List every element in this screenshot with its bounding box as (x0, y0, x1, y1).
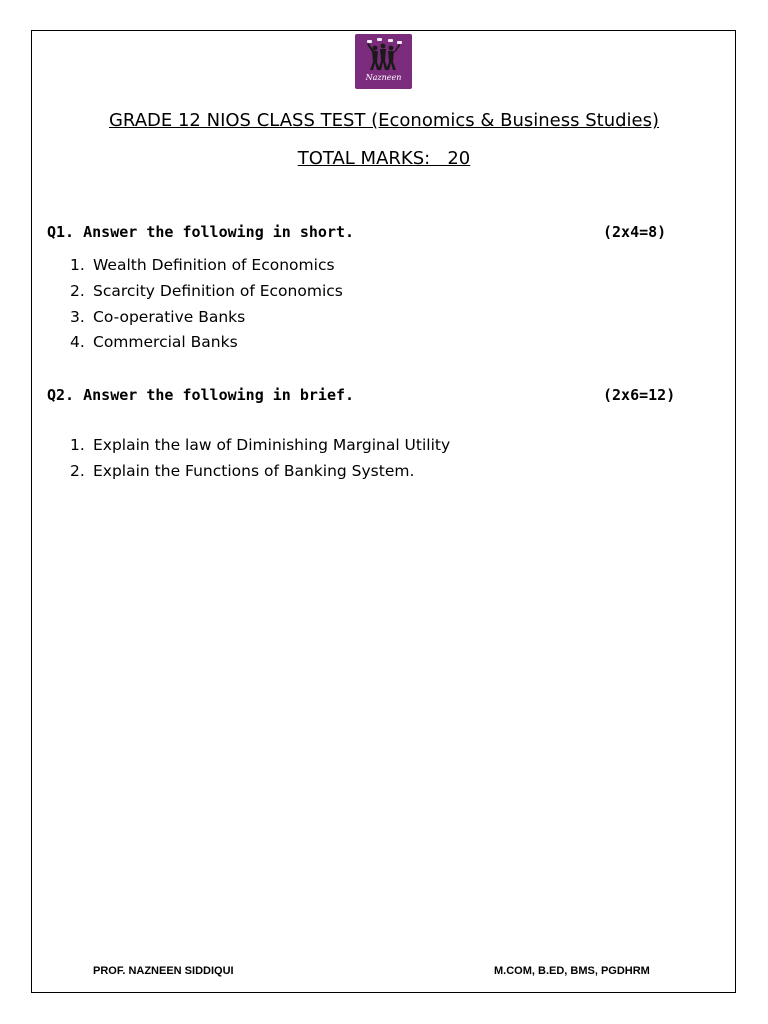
item-text: Wealth Definition of Economics (93, 256, 335, 274)
item-number: 2. (70, 281, 85, 300)
footer-author: PROF. NAZNEEN SIDDIQUI (93, 965, 234, 977)
item-number: 3. (70, 307, 85, 326)
page-border (31, 30, 736, 993)
question-2-marks: (2x6=12) (603, 386, 676, 404)
logo (355, 34, 412, 89)
question-2-text: Q2. Answer the following in brief. (47, 386, 355, 404)
item-text: Commercial Banks (93, 333, 238, 352)
logo-graphic (355, 34, 412, 89)
item-text: Explain the law of Diminishing Marginal Utility (93, 436, 451, 454)
question-1-marks: (2x4=8) (603, 223, 667, 241)
item-number: 1. (70, 256, 85, 274)
list-item (70, 330, 343, 356)
test-title: GRADE 12 NIOS CLASS TEST (Economics & Business Studies) (108, 110, 660, 131)
footer-qualifications: M.COM, B.ED, BMS, PGDHRM (494, 965, 650, 977)
question-2-heading (47, 386, 687, 404)
list-item (70, 305, 343, 331)
list-item (70, 253, 343, 279)
question-1-list (70, 253, 343, 356)
item-number: 4. (70, 333, 85, 352)
list-item (70, 433, 450, 459)
question-1-text: Q1. Answer the following in short. (47, 223, 355, 241)
question-1-heading (47, 223, 687, 241)
item-text: Co-operative Banks (93, 307, 246, 326)
item-number: 2. (70, 461, 85, 480)
total-marks: TOTAL MARKS: 20 (297, 148, 471, 169)
item-text: Explain the Functions of Banking System. (93, 461, 415, 480)
list-item (70, 279, 343, 305)
question-2-list (70, 433, 450, 485)
logo-text: Nazneen (365, 73, 402, 82)
item-text: Scarcity Definition of Economics (93, 281, 343, 300)
list-item (70, 459, 450, 485)
item-number: 1. (70, 436, 85, 454)
